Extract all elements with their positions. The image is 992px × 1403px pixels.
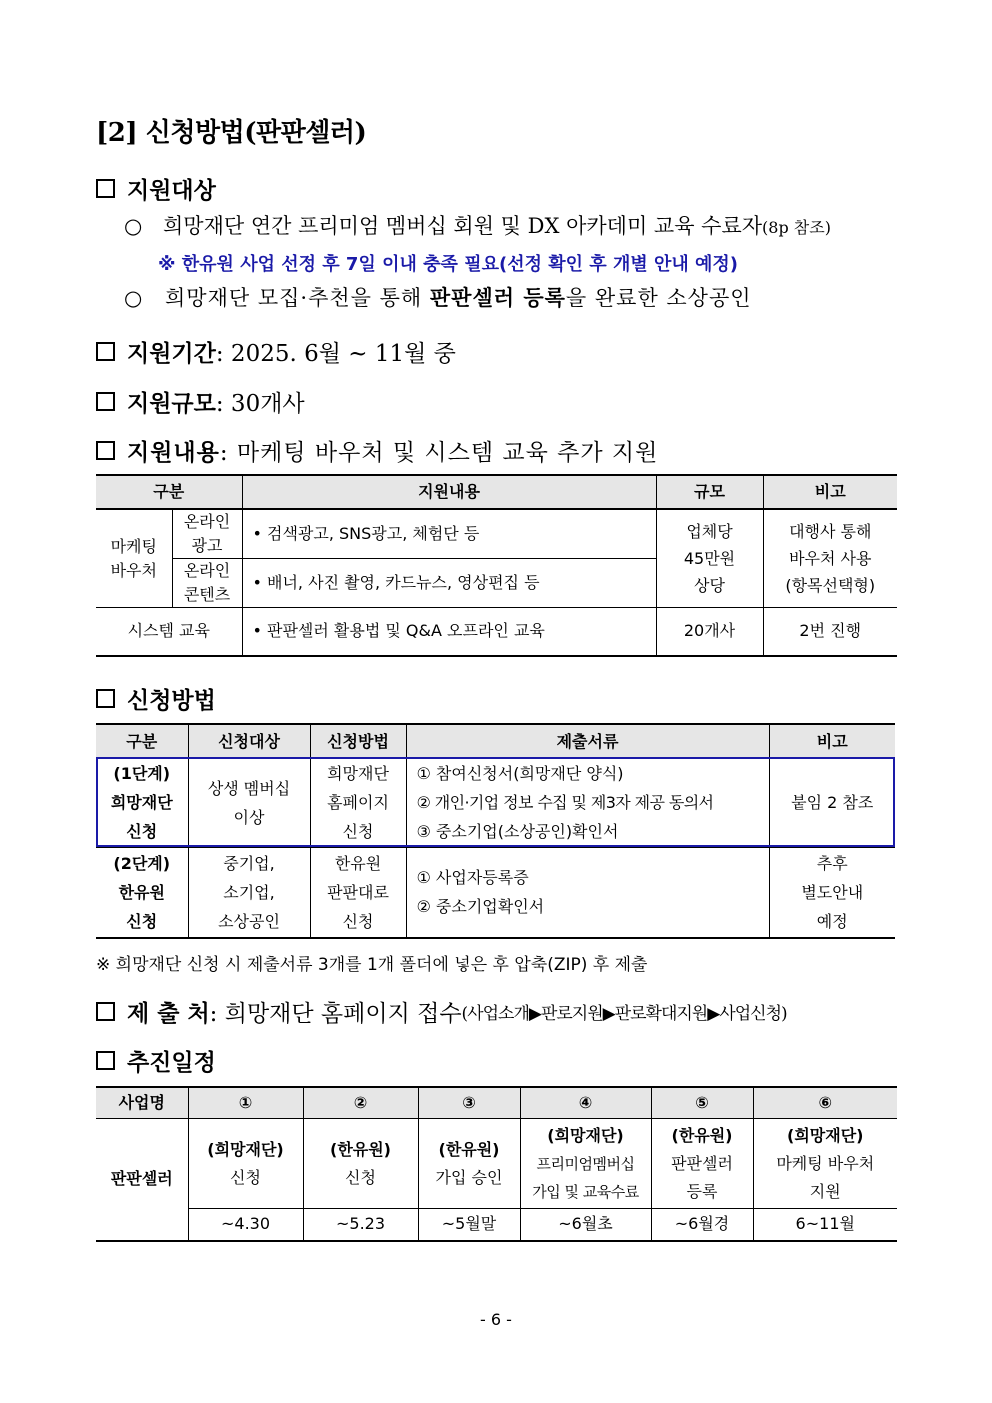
edu-label: 시스템 교육	[96, 608, 242, 656]
table-row	[96, 1119, 897, 1209]
table-row	[96, 848, 895, 938]
table-row	[96, 1209, 897, 1241]
sub-category: 온라인 콘텐츠	[172, 559, 242, 608]
step-number: ⑤	[651, 1087, 753, 1119]
header-note: 비고	[763, 475, 897, 509]
checkbox-square-icon	[96, 342, 115, 361]
checkbox-square-icon	[96, 1002, 115, 1021]
step-cell: (한유원) 신청	[303, 1119, 418, 1209]
step-date: 6~11월	[753, 1209, 897, 1241]
step-cell: (희망재단) 마케팅 바우처 지원	[753, 1119, 897, 1209]
page-number: - 6 -	[480, 1310, 512, 1329]
method-footnote: ※ 희망재단 신청 시 제출서류 3개를 1개 폴더에 넣은 후 압축(ZIP) 후 제출	[96, 955, 648, 975]
heading-period: 지원기간 : 2025. 6월 ~ 11월 중	[96, 335, 456, 368]
step-cell: (한유원) 판판셀러 등록	[651, 1119, 753, 1209]
stage-docs	[406, 848, 769, 938]
heading-target: 지원대상	[96, 172, 216, 205]
table-header-row	[96, 724, 895, 758]
stage-note: 추후 별도안내 예정	[769, 848, 895, 938]
heading-scale: 지원규모 : 30개사	[96, 385, 305, 418]
stage-docs	[406, 758, 769, 848]
step-cell: (희망재단) 프리미엄멤버십 가입 및 교육수료	[520, 1119, 651, 1209]
header-method: 신청방법	[310, 724, 406, 758]
header-target: 신청대상	[188, 724, 310, 758]
doc-item: ② 개인·기업 정보 수집 및 제3자 제공 동의서	[416, 793, 714, 812]
content-desc: • 검색광고, SNS광고, 체험단 등	[242, 509, 656, 559]
checkbox-square-icon	[96, 441, 115, 460]
table-row	[96, 608, 897, 656]
stage-how: 희망재단 홈페이지 신청	[310, 758, 406, 848]
target-bullet-1: ○ 희망재단 연간 프리미엄 멤버십 회원 및 DX 아카데미 교육 수료자(8p 참조)	[124, 214, 831, 238]
content-desc: • 판판셀러 활용법 및 Q&A 오프라인 교육	[242, 608, 656, 656]
support-content-table	[96, 474, 897, 657]
application-method-table	[96, 723, 895, 939]
checkbox-square-icon	[96, 689, 115, 708]
stage-target: 상생 멤버십 이상	[188, 758, 310, 848]
checkbox-square-icon	[96, 392, 115, 411]
stage-2: (2단계) 한유원 신청	[96, 848, 188, 938]
schedule-table	[96, 1086, 897, 1242]
header-category: 구분	[96, 475, 242, 509]
stage-target: 중기업, 소기업, 소상공인	[188, 848, 310, 938]
bullet-circle-icon: ○	[124, 286, 144, 310]
step-number: ②	[303, 1087, 418, 1119]
step-number: ①	[188, 1087, 303, 1119]
voucher-scale: 업체당 45만원 상당	[656, 509, 763, 608]
step-number: ④	[520, 1087, 651, 1119]
stage-1: (1단계) 희망재단 신청	[96, 758, 188, 848]
step-cell: (희망재단) 신청	[188, 1119, 303, 1209]
heading-method: 신청방법	[96, 682, 216, 715]
table-header-row	[96, 475, 897, 509]
checkbox-square-icon	[96, 1051, 115, 1070]
step-cell: (한유원) 가입 승인	[418, 1119, 520, 1209]
table-row	[96, 509, 897, 559]
checkbox-square-icon	[96, 179, 115, 198]
sub-category: 온라인 광고	[172, 509, 242, 559]
edu-scale: 20개사	[656, 608, 763, 656]
doc-item: ② 중소기업확인서	[416, 897, 545, 917]
content-desc: • 배너, 사진 촬영, 카드뉴스, 영상편집 등	[242, 559, 656, 608]
header-business-name: 사업명	[96, 1087, 188, 1119]
table-header-row	[96, 1087, 897, 1119]
target-bullet-2: ○ 희망재단 모집·추천을 통해 판판셀러 등록을 완료한 소상공인	[124, 285, 752, 310]
bullet-circle-icon: ○	[124, 214, 143, 238]
step-date: ~5.23	[303, 1209, 418, 1241]
heading-schedule: 추진일정	[96, 1044, 216, 1077]
step-date: ~5월말	[418, 1209, 520, 1241]
step-number: ③	[418, 1087, 520, 1119]
target-note: ※ 한유원 사업 선정 후 7일 이내 충족 필요(선정 확인 후 개별 안내 예정)	[158, 254, 739, 275]
heading-content: 지원내용 : 마케팅 바우처 및 시스템 교육 추가 지원	[96, 434, 658, 467]
voucher-note: 대행사 통해 바우처 사용 (항목선택형)	[763, 509, 897, 608]
business-name: 판판셀러	[96, 1119, 188, 1241]
stage-note: 붙임 2 참조	[769, 758, 895, 848]
step-number: ⑥	[753, 1087, 897, 1119]
header-scale: 규모	[656, 475, 763, 509]
doc-item: ① 참여신청서(희망재단 양식)	[416, 764, 624, 783]
header-note: 비고	[769, 724, 895, 758]
doc-item: ③ 중소기업(소상공인)확인서	[416, 822, 619, 841]
stage-how: 한유원 판판대로 신청	[310, 848, 406, 938]
edu-note: 2번 진행	[763, 608, 897, 656]
section-title: [2] 신청방법(판판셀러)	[96, 118, 367, 148]
step-date: ~4.30	[188, 1209, 303, 1241]
header-documents: 제출서류	[406, 724, 769, 758]
doc-item: ① 사업자등록증	[416, 868, 529, 888]
header-category: 구분	[96, 724, 188, 758]
step-date: ~6월경	[651, 1209, 753, 1241]
table-row	[96, 758, 895, 848]
heading-submit: 제 출 처 : 희망재단 홈페이지 접수 (사업소개▶판로지원▶판로확대지원▶사업신청)	[96, 995, 787, 1028]
step-date: ~6월초	[520, 1209, 651, 1241]
voucher-label: 마케팅 바우처	[96, 509, 172, 608]
header-content: 지원내용	[242, 475, 656, 509]
